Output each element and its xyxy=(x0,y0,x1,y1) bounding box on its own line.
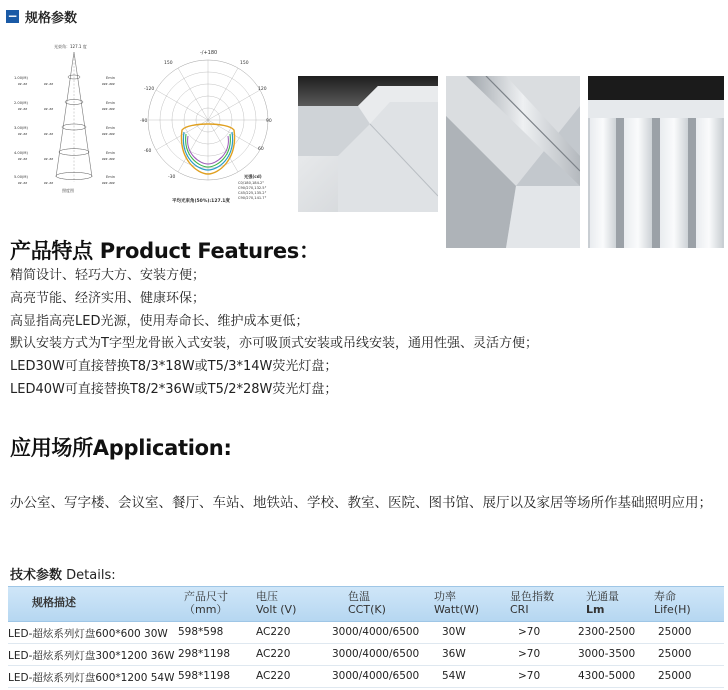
polar-left-30: -30 xyxy=(168,175,176,180)
product-photo-louvers xyxy=(588,76,724,248)
cell-cct: 3000/4000/6500 xyxy=(332,670,420,682)
feature-item: LED40W可直接替换T8/2*36W或T5/2*28W荧光灯盘； xyxy=(10,381,338,397)
illum-row-3-left: 3.00(M) xyxy=(14,126,28,130)
details-title-cn: 技术参数 xyxy=(10,568,63,583)
svg-text:###.###: ###.### xyxy=(102,157,115,161)
header-cct: 色温 CCT(K) xyxy=(348,590,386,616)
header-cri: 显色指数 CRI xyxy=(510,590,554,616)
cell-cri: >70 xyxy=(518,648,541,660)
illum-row-3-right: Emin xyxy=(106,126,116,130)
polar-left-90: -90 xyxy=(140,119,148,124)
feature-item: 默认安装方式为T字型龙骨嵌入式安装，亦可吸顶式安装或吊线安装，通用性强、灵活方便； xyxy=(10,336,538,352)
header-size: 产品尺寸 （mm） xyxy=(184,590,228,616)
details-title-en: Details: xyxy=(62,568,116,583)
cell-life: 25000 xyxy=(658,648,692,660)
feature-item: 精简设计、轻巧大方、安装方便； xyxy=(10,268,206,283)
illum-row-5-right: Emin xyxy=(106,175,116,179)
product-photo-bevel xyxy=(446,76,580,248)
application-heading: 应用场所Application: xyxy=(10,436,232,460)
svg-text:##.##: ##.## xyxy=(18,157,28,161)
polar-right-120: 120 xyxy=(258,87,267,92)
svg-text:##.##: ##.## xyxy=(18,82,28,86)
collapse-icon[interactable]: − xyxy=(7,8,18,23)
illum-row-2-right: Emin xyxy=(106,101,116,105)
cell-lumen: 4300-5000 xyxy=(578,670,636,682)
cell-watt: 30W xyxy=(442,626,466,638)
cell-watt: 36W xyxy=(442,648,466,660)
cell-volt: AC220 xyxy=(256,670,291,682)
application-text: 办公室、写字楼、会议室、餐厅、车站、地铁站、学校、教室、医院、图书馆、展厅以及家居等场所作基础照明应用； xyxy=(10,495,712,511)
illum-row-4-right: Emin xyxy=(106,151,116,155)
table-row xyxy=(8,666,724,688)
polar-legend-4: C90/270,141.7° xyxy=(238,196,267,200)
polar-top-label: -/+180 xyxy=(200,50,218,56)
cell-cri: >70 xyxy=(518,626,541,638)
polar-right-150: 150 xyxy=(240,61,249,66)
section-header xyxy=(6,6,77,26)
cell-size: 598*1198 xyxy=(178,670,231,682)
svg-text:##.##: ##.## xyxy=(18,181,28,185)
polar-distribution-chart xyxy=(140,40,290,204)
illum-row-1-left: 1.00(M) xyxy=(14,76,28,80)
cell-life: 25000 xyxy=(658,670,692,682)
cell-lumen: 2300-2500 xyxy=(578,626,636,638)
feature-item: 高亮节能、经济实用、健康环保； xyxy=(10,290,206,306)
svg-text:##.##: ##.## xyxy=(44,157,54,161)
polar-left-60: -60 xyxy=(144,149,152,154)
polar-legend-1: C0/180,184.2° xyxy=(238,181,265,185)
svg-text:###.###: ###.### xyxy=(102,82,115,86)
cell-volt: AC220 xyxy=(256,648,291,660)
header-watt: 功率 Watt(W) xyxy=(434,590,479,616)
svg-text:##.##: ##.## xyxy=(18,132,28,136)
cell-watt: 54W xyxy=(442,670,466,682)
svg-text:##.##: ##.## xyxy=(44,181,54,185)
specs-table xyxy=(8,586,724,688)
header-volt: 电压 Volt (V) xyxy=(256,590,297,616)
svg-text:###.###: ###.### xyxy=(102,132,115,136)
polar-right-90: 90 xyxy=(266,119,272,124)
cell-cct: 3000/4000/6500 xyxy=(332,626,420,638)
svg-text:##.##: ##.## xyxy=(44,82,54,86)
header-spec: 规格描述 xyxy=(32,596,76,609)
polar-legend-2: C90/270,132.5° xyxy=(238,186,267,190)
illum-row-1-right: Emin xyxy=(106,76,116,80)
svg-text:###.###: ###.### xyxy=(102,107,115,111)
polar-legend-title: 光强(cd) xyxy=(244,174,262,179)
cell-size: 598*598 xyxy=(178,626,224,638)
features-list xyxy=(10,265,538,402)
features-heading: 产品特点 Product Features： xyxy=(10,239,320,263)
illuminance-caption: 光束角：127.1 度 xyxy=(54,44,87,49)
svg-text:##.##: ##.## xyxy=(44,132,54,136)
illum-row-4-left: 4.00(M) xyxy=(14,151,28,155)
polar-left-150: 150 xyxy=(164,61,173,66)
cell-volt: AC220 xyxy=(256,626,291,638)
product-photo-corner xyxy=(298,76,438,212)
feature-item: LED30W可直接替换T8/3*18W或T5/3*14W荧光灯盘； xyxy=(10,359,338,375)
section-title: 规格参数 xyxy=(25,10,78,26)
illum-row-2-left: 2.00(M) xyxy=(14,101,28,105)
table-row xyxy=(8,622,724,644)
polar-left-120: -120 xyxy=(144,87,155,92)
svg-text:##.##: ##.## xyxy=(18,107,28,111)
svg-text:###.###: ###.### xyxy=(102,181,115,185)
feature-item: 高显指高亮LED光源，使用寿命长、维护成本更低； xyxy=(10,313,309,329)
details-title xyxy=(10,564,116,583)
figure-strip xyxy=(0,36,728,216)
cell-life: 25000 xyxy=(658,626,692,638)
header-lumen: 光通量 Lm xyxy=(586,590,619,616)
illuminance-footer: 照度图 xyxy=(62,188,74,193)
table-row xyxy=(8,644,724,666)
polar-legend-3: C45/225,135.2° xyxy=(238,191,267,195)
cell-size: 298*1198 xyxy=(178,648,231,660)
illuminance-diagram xyxy=(14,42,126,204)
svg-text:##.##: ##.## xyxy=(44,107,54,111)
cell-cct: 3000/4000/6500 xyxy=(332,648,420,660)
table-header xyxy=(8,586,724,622)
cell-cri: >70 xyxy=(518,670,541,682)
cell-spec: LED-超炫系列灯盘600*600 30W xyxy=(8,628,168,640)
illum-row-5-left: 5.00(M) xyxy=(14,175,28,179)
polar-caption: 平均光束角(50%):127.1度 xyxy=(172,199,230,204)
polar-right-60: 60 xyxy=(258,147,264,152)
cell-spec: LED-超炫系列灯盘300*1200 36W xyxy=(8,650,175,662)
cell-lumen: 3000-3500 xyxy=(578,648,636,660)
header-life: 寿命 Life(H) xyxy=(654,590,691,616)
cell-spec: LED-超炫系列灯盘600*1200 54W xyxy=(8,672,175,684)
